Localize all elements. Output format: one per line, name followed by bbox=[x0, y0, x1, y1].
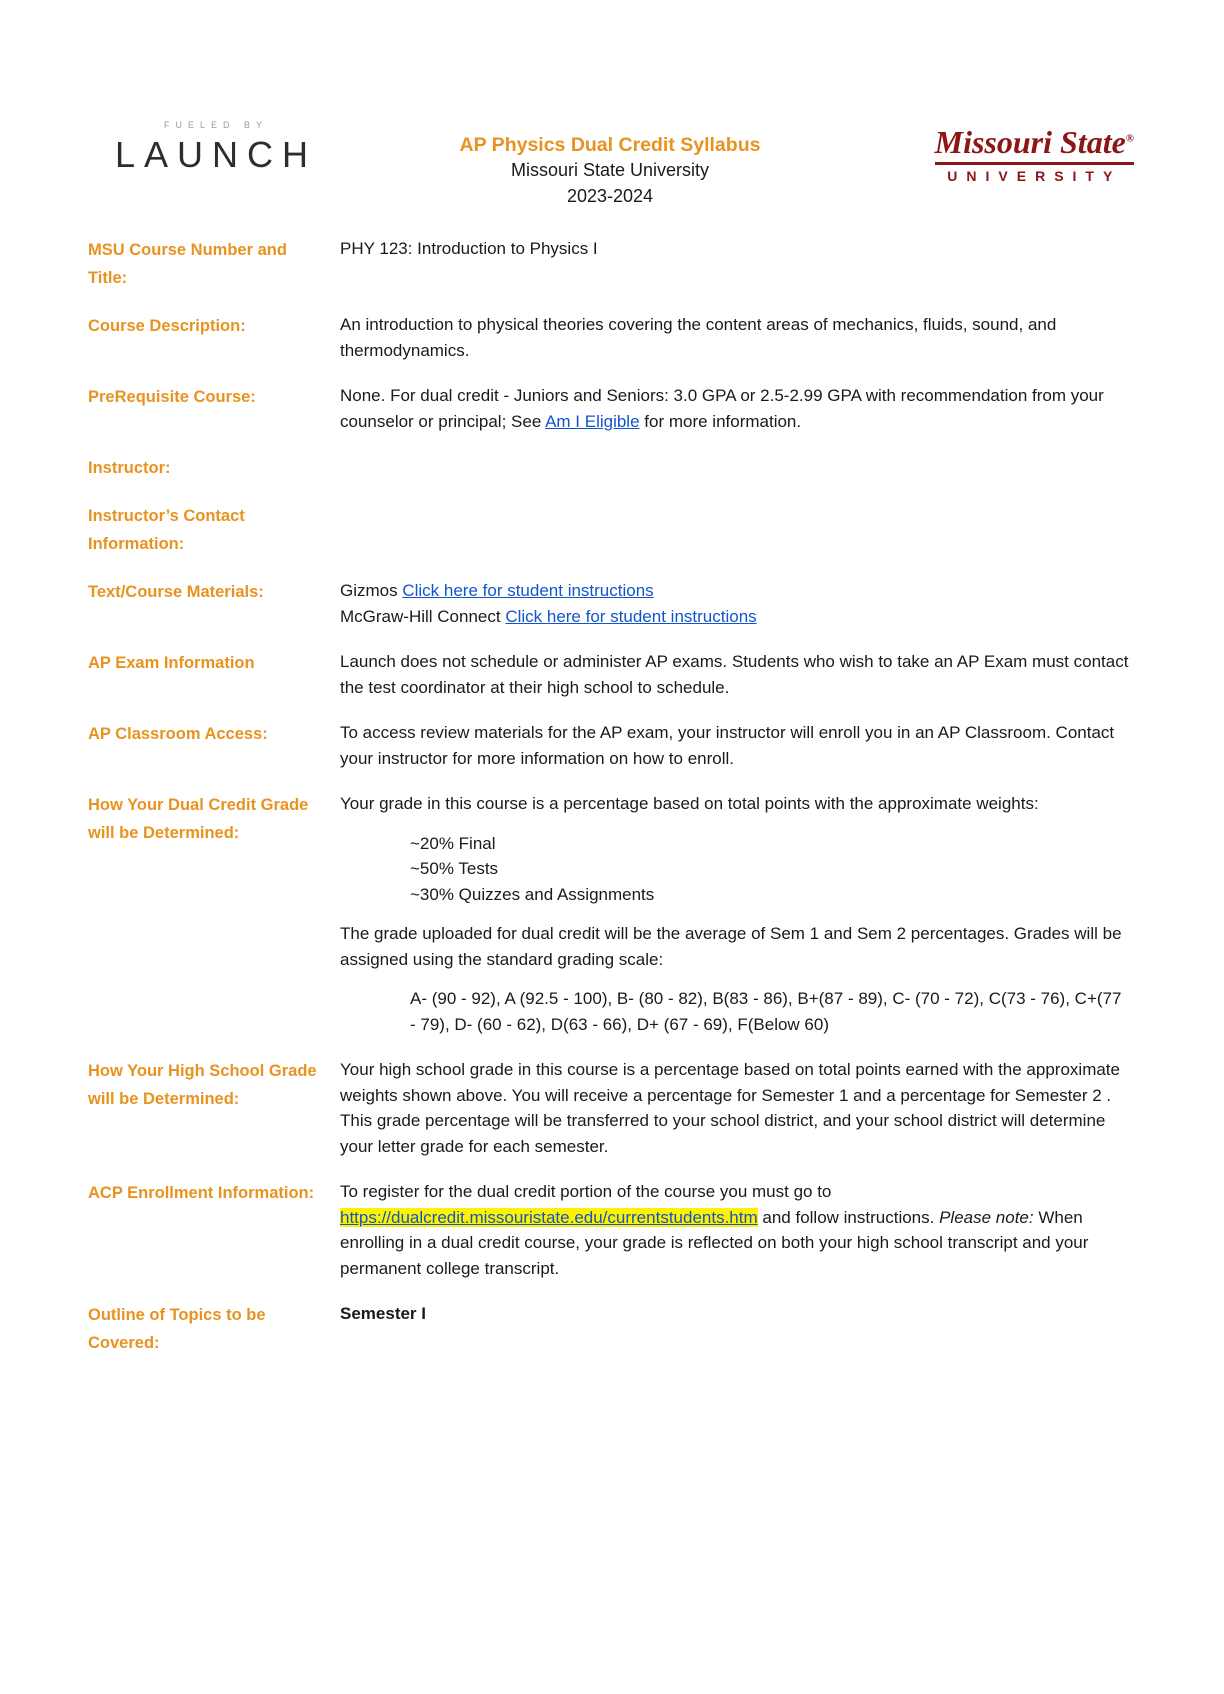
row-label-course-number: MSU Course Number and Title: bbox=[88, 241, 287, 288]
high-school-grade-text: Your high school grade in this course is a percentage based on total points earned with the approximate weights shown above. You will receive a percentage for Semester 1 and a percentage for Semester 2 . This grade percentage will be transferred to your school district, and your school district will determine your letter grade for each semester. bbox=[340, 1060, 1120, 1156]
course-description-text: An introduction to physical theories covering the content areas of mechanics, fluids, sound, and thermodynamics. bbox=[340, 315, 1057, 360]
launch-logo bbox=[96, 120, 336, 176]
grading-scale-text: A- (90 - 92), A (92.5 - 100), B- (80 - 82), B(83 - 86), B+(87 - 89), C- (70 - 72), C(73 - 76), C+(77 - 79), D- (60 - 62), D(63 - 66), D+ (67 - 69), F(Below 60) bbox=[410, 989, 1122, 1034]
msu-logo-university: UNIVERSITY bbox=[947, 168, 1122, 184]
page-subtitle-university: Missouri State University bbox=[510, 160, 710, 181]
gizmos-label: Gizmos bbox=[340, 581, 403, 601]
row-outline-of-topics bbox=[88, 1301, 1129, 1357]
page-subtitle-year: 2023-2024 bbox=[566, 185, 654, 206]
row-value-ap-classroom-access bbox=[340, 720, 1129, 771]
grade-weight-item: ~30% Quizzes and Assignments bbox=[410, 884, 655, 904]
gizmos-instructions-link[interactable]: Click here for student instructions bbox=[402, 581, 654, 601]
gizmos-line bbox=[340, 578, 1129, 604]
row-label-ap-exam-information: AP Exam Information bbox=[88, 654, 255, 673]
row-high-school-grade bbox=[88, 1057, 1129, 1159]
row-value-high-school-grade bbox=[340, 1057, 1129, 1159]
row-label-course-description: Course Description: bbox=[88, 317, 246, 336]
grading-scale bbox=[340, 986, 1129, 1037]
prerequisite-text bbox=[340, 383, 1129, 434]
document-page bbox=[0, 110, 1224, 1694]
acp-enrollment-text bbox=[340, 1179, 1129, 1281]
launch-logo-wordmark: LAUNCH bbox=[114, 134, 318, 175]
row-label-prerequisite: PreRequisite Course: bbox=[88, 388, 256, 407]
grade-weight-item: ~50% Tests bbox=[410, 859, 499, 879]
row-value-prerequisite bbox=[340, 383, 1129, 434]
row-ap-classroom-access bbox=[88, 720, 1129, 771]
row-value-dual-credit-grade bbox=[340, 791, 1129, 1037]
ap-classroom-access-text: To access review materials for the AP exam, your instructor will enroll you in an AP Classroom. Contact your instructor for more information on how to enroll. bbox=[340, 723, 1115, 768]
row-label-high-school-grade: How Your High School Grade will be Determined: bbox=[88, 1062, 317, 1109]
acp-text-before: To register for the dual credit portion of the course you must go to bbox=[340, 1182, 832, 1202]
prerequisite-text-after: for more information. bbox=[639, 411, 802, 431]
msu-logo-name-text: Missouri State bbox=[934, 124, 1126, 160]
row-label-course-materials: Text/Course Materials: bbox=[88, 583, 264, 602]
row-prerequisite bbox=[88, 383, 1129, 434]
msu-logo-name bbox=[935, 126, 1134, 158]
spacer bbox=[340, 907, 1129, 921]
registered-trademark-icon: ® bbox=[1125, 132, 1134, 145]
row-course-number bbox=[88, 236, 1129, 292]
row-value-outline-of-topics bbox=[340, 1301, 1129, 1327]
ap-exam-information-text: Launch does not schedule or administer AP exams. Students who wish to take an AP Exam must contact the test coordinator at their high school to schedule. bbox=[340, 652, 1129, 697]
row-instructor bbox=[88, 454, 1129, 482]
row-label-instructor-contact: Instructor’s Contact Information: bbox=[88, 507, 245, 554]
row-label-outline-of-topics: Outline of Topics to be Covered: bbox=[88, 1306, 266, 1353]
dual-credit-grade-middle: The grade uploaded for dual credit will be the average of Sem 1 and Sem 2 percentages. Grades will be assigned using the standard grading scale: bbox=[340, 924, 1122, 969]
course-number-text: PHY 123: Introduction to Physics I bbox=[340, 239, 598, 258]
acp-please-note: Please note: bbox=[939, 1207, 1034, 1227]
row-label-dual-credit-grade: How Your Dual Credit Grade will be Determined: bbox=[88, 796, 309, 843]
msu-logo-divider bbox=[935, 162, 1134, 165]
row-label-acp-enrollment: ACP Enrollment Information: bbox=[88, 1184, 315, 1203]
semester-heading: Semester I bbox=[340, 1304, 426, 1324]
row-course-materials bbox=[88, 578, 1129, 629]
title-block bbox=[360, 132, 860, 209]
row-label-instructor: Instructor: bbox=[88, 459, 171, 478]
mcgraw-hill-line bbox=[340, 604, 1129, 630]
mcgraw-hill-instructions-link[interactable]: Click here for student instructions bbox=[505, 606, 757, 626]
document-header bbox=[0, 110, 1224, 222]
row-dual-credit-grade bbox=[88, 791, 1129, 1037]
row-instructor-contact bbox=[88, 502, 1129, 558]
spacer bbox=[340, 817, 1129, 831]
dual-credit-registration-link[interactable]: https://dualcredit.missouristate.edu/currentstudents.htm bbox=[340, 1207, 758, 1227]
row-value-course-materials bbox=[340, 578, 1129, 629]
row-acp-enrollment bbox=[88, 1179, 1129, 1281]
row-value-course-description bbox=[340, 312, 1129, 363]
launch-logo-tagline: FUELED BY bbox=[163, 120, 268, 130]
acp-text-after: When enrolling in a dual credit course, your grade is reflected on both your high school transcript and your permanent college transcript. bbox=[340, 1207, 1089, 1278]
am-i-eligible-link[interactable]: Am I Eligible bbox=[545, 411, 640, 431]
syllabus-rows bbox=[0, 236, 1224, 1357]
page-title: AP Physics Dual Credit Syllabus bbox=[459, 134, 761, 156]
row-course-description bbox=[88, 312, 1129, 363]
prerequisite-text-before: None. For dual credit - Juniors and Seniors: 3.0 GPA or 2.5-2.99 GPA with recommendation from your counselor or principal; See bbox=[340, 386, 1104, 431]
row-value-course-number bbox=[340, 236, 1129, 262]
mcgraw-hill-label: McGraw-Hill Connect bbox=[340, 606, 506, 626]
acp-text-mid: and follow instructions. bbox=[757, 1207, 940, 1227]
missouri-state-logo bbox=[935, 126, 1134, 184]
row-value-ap-exam-information bbox=[340, 649, 1129, 700]
row-ap-exam-information bbox=[88, 649, 1129, 700]
dual-credit-grade-intro: Your grade in this course is a percentage based on total points with the approximate weights: bbox=[340, 794, 1039, 814]
row-label-ap-classroom-access: AP Classroom Access: bbox=[88, 725, 268, 744]
grade-weights-list bbox=[340, 831, 1129, 908]
spacer bbox=[340, 972, 1129, 986]
grade-weight-item: ~20% Final bbox=[410, 833, 496, 853]
row-value-acp-enrollment bbox=[340, 1179, 1129, 1281]
